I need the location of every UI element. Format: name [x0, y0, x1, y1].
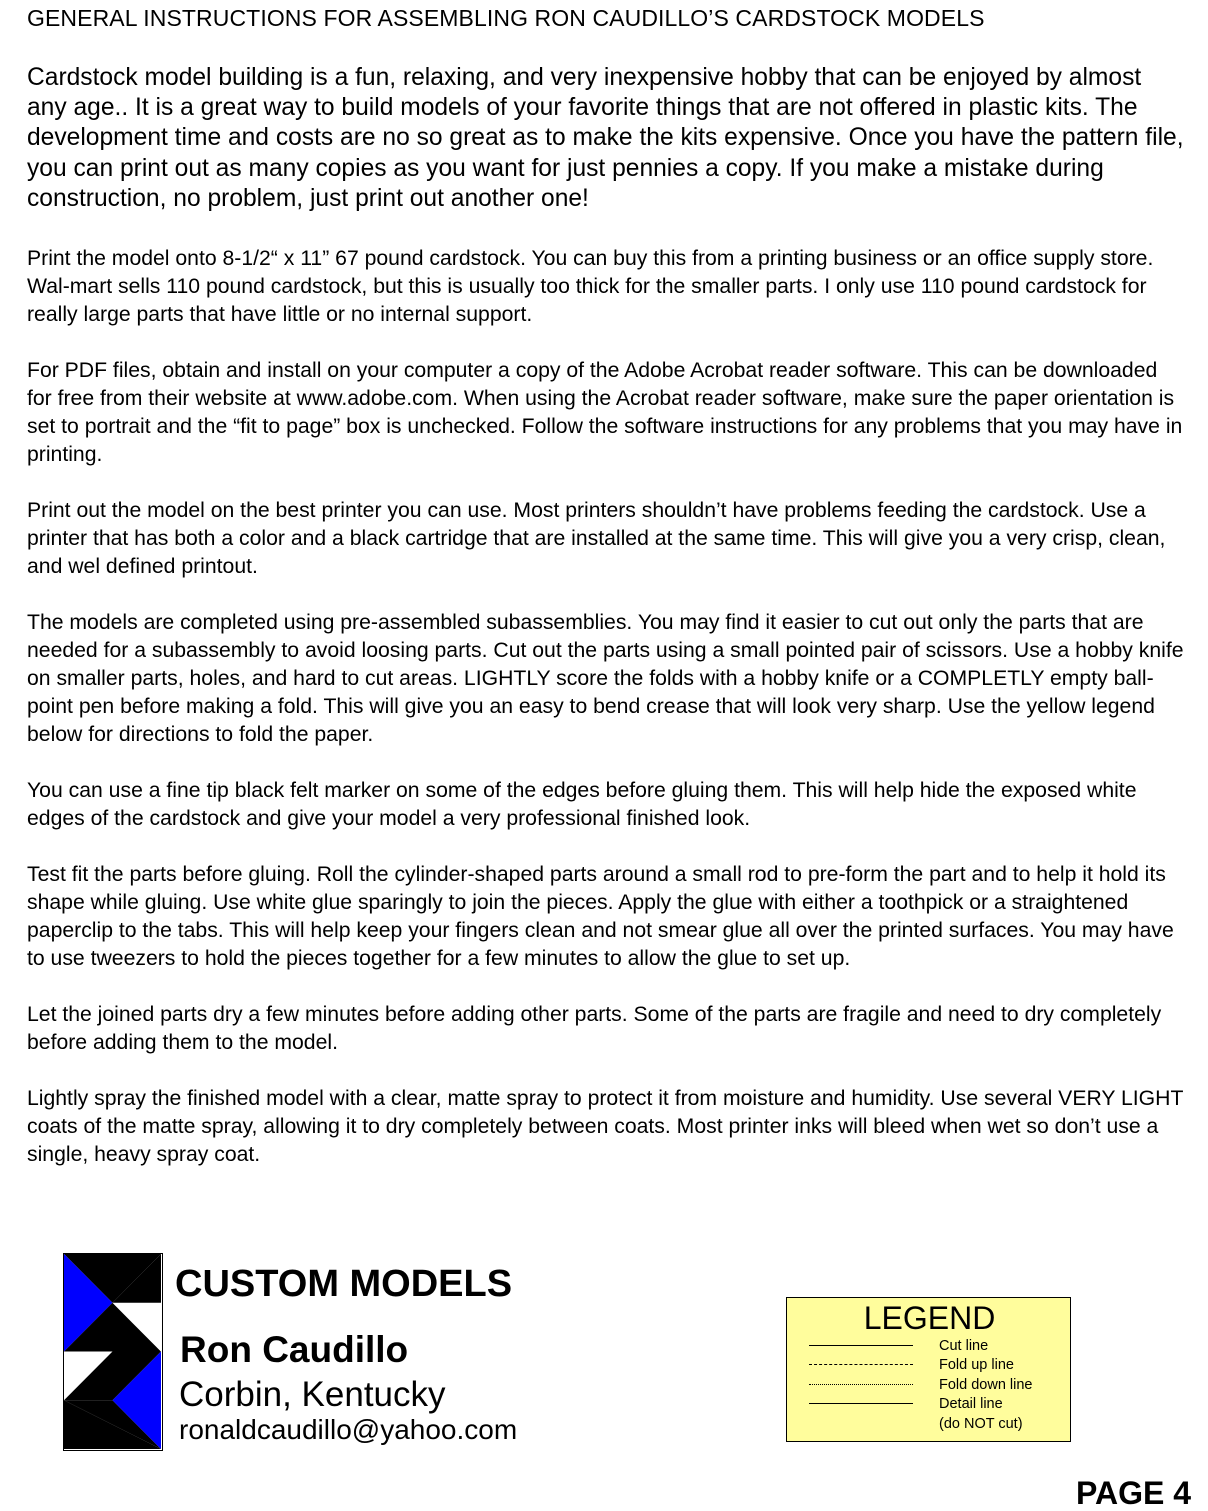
author-location: Corbin, Kentucky — [179, 1375, 446, 1414]
page-number: PAGE 4 — [1076, 1475, 1191, 1511]
legend-label: Cut line — [939, 1338, 989, 1354]
quilt-logo-icon — [64, 1254, 161, 1449]
paragraph-drying: Let the joined parts dry a few minutes before adding other parts. Some of the parts are fragile and need to dry completely before adding them to the model. — [27, 1003, 1162, 1054]
paragraph-gluing: Test fit the parts before gluing. Roll the cylinder-shaped parts around a small rod to pre-form the part and to help it hold its shape while gluing. Use white glue sparingly to join the pieces. Apply the glue with either a toothpick or a straightened paperclip to the tabs. This will help keep your fingers clean and not smear glue all over the printed surfaces. You may have to use tweezers to hold the pieces together for a few minutes to allow the glue to set up. — [27, 863, 1174, 970]
legend-label: Detail line — [939, 1396, 1003, 1412]
legend-row-note — [809, 1414, 1069, 1434]
dashed-line-icon — [809, 1364, 913, 1365]
page-title: GENERAL INSTRUCTIONS FOR ASSEMBLING RON CAUDILLO’S CARDSTOCK MODELS — [27, 5, 985, 31]
paragraph-pdf: For PDF files, obtain and install on your computer a copy of the Adobe Acrobat reader software. This can be downloaded for free from their website at www.adobe.com. When using the Acrobat reader software, make sure the paper orientation is set to portrait and the “fit to page” box is unchecked. Follow the software instructions for any problems that you may have in printing. — [27, 359, 1183, 466]
legend-row-cut — [809, 1336, 1069, 1356]
legend-label: (do NOT cut) — [939, 1416, 1023, 1432]
legend-label: Fold up line — [939, 1357, 1014, 1373]
paragraph-marker: You can use a fine tip black felt marker on some of the edges before gluing them. This will help hide the exposed white edges of the cardstock and give your model a very professional finished look. — [27, 779, 1137, 830]
legend-title: LEGEND — [863, 1300, 996, 1336]
paragraph-spraying: Lightly spray the finished model with a clear, matte spray to protect it from moisture and humidity. Use several VERY LIGHT coats of the matte spray, allowing it to dry completely between coats. Most printer inks will bleed when wet so don’t use a single, heavy spray coat. — [27, 1087, 1184, 1166]
legend-row-fold-down — [809, 1375, 1069, 1395]
solid-line-icon — [809, 1345, 913, 1346]
legend-box — [786, 1297, 1071, 1442]
paragraph-printer: Print out the model on the best printer you can use. Most printers shouldn’t have problems feeding the cardstock. Use a printer that has both a color and a black cartridge that are installed at the same time. This will give you a very crisp, clean, and wel defined printout. — [27, 499, 1166, 578]
paragraph-cardstock: Print the model onto 8-1/2“ x 11” 67 pound cardstock. You can buy this from a printing business or an office supply store. Wal-mart sells 110 pound cardstock, but this is usually too thick for the smaller parts. I only use 110 pound cardstock for really large parts that have little or no internal support. — [27, 247, 1154, 326]
company-name: CUSTOM MODELS — [175, 1263, 513, 1305]
logo — [63, 1253, 163, 1451]
author-name: Ron Caudillo — [180, 1329, 409, 1370]
legend-row-fold-up — [809, 1355, 1069, 1375]
solid-line-icon — [809, 1403, 913, 1404]
legend-row-detail — [809, 1394, 1069, 1414]
legend-label: Fold down line — [939, 1377, 1033, 1393]
dotted-line-icon — [809, 1384, 913, 1385]
instructions-body — [27, 245, 1187, 1197]
paragraph-cutting: The models are completed using pre-assembled subassemblies. You may find it easier to cut out only the parts that are needed for a subassembly to avoid loosing parts. Cut out the parts using a small pointed pair of scissors. Use a hobby knife on smaller parts, holes, and hard to cut areas. LIGHTLY score the folds with a hobby knife or a COMPLETLY empty ball-point pen before making a fold. This will give you an easy to bend crease that will look very sharp. Use the yellow legend below for directions to fold the paper. — [27, 611, 1184, 746]
intro-paragraph: Cardstock model building is a fun, relaxing, and very inexpensive hobby that can be enjoyed by almost any age.. It is a great way to build models of your favorite things that are not offered in plastic kits. The development time and costs are no so great as to make the kits expensive. Once you have the pattern file, you can print out as many copies as you want for just pennies a copy. If you make a mistake during construction, no problem, just print out another one! — [27, 64, 1184, 212]
author-email: ronaldcaudillo@yahoo.com — [179, 1414, 518, 1445]
